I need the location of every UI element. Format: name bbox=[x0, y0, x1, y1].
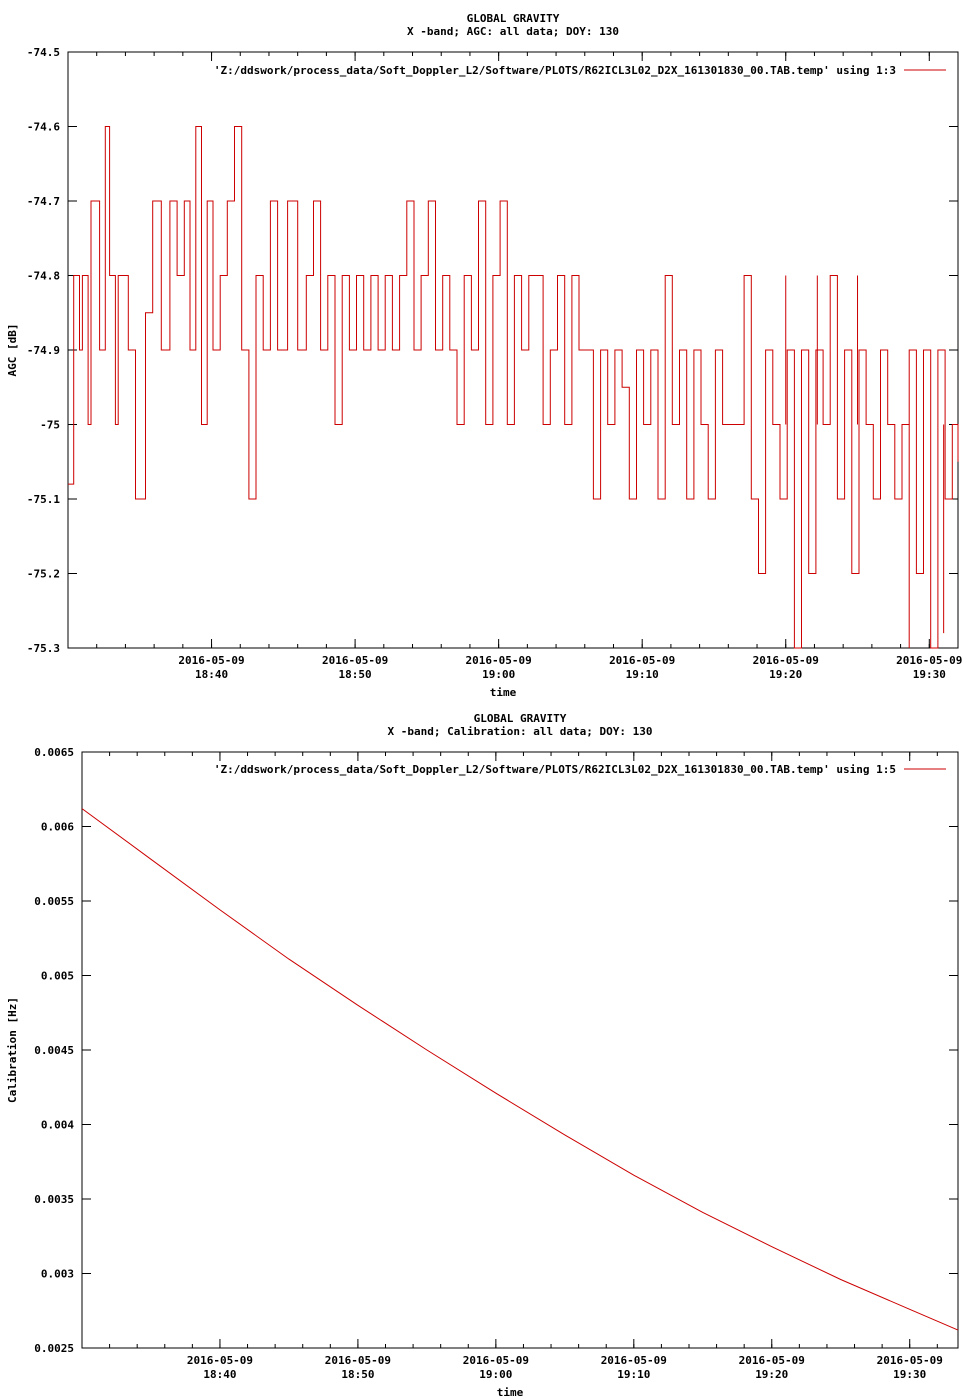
x-tick-date-label: 2016-05-09 bbox=[876, 1354, 943, 1367]
x-tick-date-label: 2016-05-09 bbox=[738, 1354, 805, 1367]
chart-title: GLOBAL GRAVITY bbox=[473, 712, 567, 725]
x-axis-label: time bbox=[496, 1386, 524, 1399]
x-tick-time-label: 18:50 bbox=[338, 668, 372, 681]
x-tick-date-label: 2016-05-09 bbox=[600, 1354, 667, 1367]
chart-title: GLOBAL GRAVITY bbox=[466, 12, 560, 25]
x-tick-date-label: 2016-05-09 bbox=[321, 654, 389, 667]
y-tick-label: -75.1 bbox=[26, 493, 60, 506]
y-tick-label: -74.6 bbox=[26, 120, 60, 134]
x-tick-time-label: 19:20 bbox=[769, 668, 803, 681]
y-tick-label: 0.004 bbox=[40, 1118, 74, 1132]
y-tick-label: -74.8 bbox=[26, 269, 60, 283]
y-tick-label: 0.0065 bbox=[34, 746, 74, 759]
y-tick-label: 0.0045 bbox=[34, 1044, 74, 1057]
x-tick-date-label: 2016-05-09 bbox=[462, 1354, 529, 1367]
x-tick-date-label: 2016-05-09 bbox=[324, 1354, 392, 1367]
x-tick-time-label: 19:20 bbox=[755, 1368, 789, 1381]
y-tick-label: 0.005 bbox=[40, 969, 74, 983]
y-tick-label: 0.0025 bbox=[34, 1342, 74, 1355]
y-tick-label: 0.006 bbox=[40, 820, 74, 834]
y-tick-label: -74.7 bbox=[26, 195, 60, 208]
chart-subtitle: X -band; Calibration: all data; DOY: 130 bbox=[387, 725, 653, 738]
x-tick-date-label: 2016-05-09 bbox=[752, 654, 819, 667]
x-tick-date-label: 2016-05-09 bbox=[896, 654, 963, 667]
chart-subtitle: X -band; AGC: all data; DOY: 130 bbox=[407, 25, 619, 38]
y-tick-label: -74.5 bbox=[26, 46, 60, 59]
y-axis-label: AGC [dB] bbox=[6, 323, 19, 377]
x-tick-date-label: 2016-05-09 bbox=[465, 654, 532, 667]
x-tick-date-label: 2016-05-09 bbox=[178, 654, 245, 667]
y-tick-label: -74.9 bbox=[26, 344, 60, 357]
x-tick-time-label: 19:00 bbox=[482, 668, 516, 681]
x-tick-time-label: 18:50 bbox=[341, 1368, 375, 1381]
x-tick-time-label: 19:30 bbox=[912, 668, 946, 681]
legend-label: 'Z:/ddswork/process_data/Soft_Doppler_L2/Software/PLOTS/R62ICL3L02_D2X_161301830_00.TAB.temp' using 1:5 bbox=[213, 763, 896, 776]
y-tick-label: -75.2 bbox=[26, 567, 60, 581]
y-tick-label: 0.0035 bbox=[34, 1193, 74, 1206]
x-axis-label: time bbox=[489, 686, 517, 699]
x-tick-date-label: 2016-05-09 bbox=[186, 1354, 254, 1367]
y-tick-label: -75.3 bbox=[26, 642, 60, 655]
x-tick-time-label: 19:10 bbox=[625, 668, 659, 681]
x-tick-time-label: 18:40 bbox=[194, 668, 229, 681]
x-tick-time-label: 19:00 bbox=[479, 1368, 513, 1381]
y-tick-label: 0.003 bbox=[40, 1267, 74, 1281]
x-tick-time-label: 18:40 bbox=[203, 1368, 237, 1381]
x-tick-time-label: 19:30 bbox=[893, 1368, 927, 1381]
y-tick-label: 0.0055 bbox=[34, 895, 74, 908]
y-tick-label: -75 bbox=[40, 418, 60, 432]
x-tick-date-label: 2016-05-09 bbox=[609, 654, 676, 667]
x-tick-time-label: 19:10 bbox=[617, 1368, 651, 1381]
legend-label: 'Z:/ddswork/process_data/Soft_Doppler_L2/Software/PLOTS/R62ICL3L02_D2X_161301830_00.TAB.temp' using 1:3 bbox=[213, 64, 896, 77]
y-axis-label: Calibration [Hz] bbox=[6, 997, 19, 1103]
